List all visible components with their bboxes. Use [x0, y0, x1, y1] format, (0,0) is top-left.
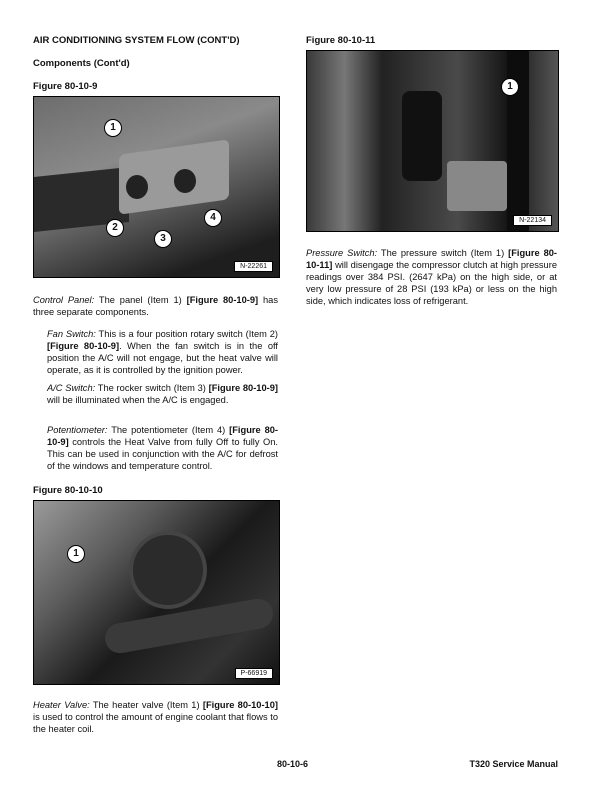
hose [103, 596, 276, 655]
potentiometer-paragraph: Potentiometer: The potentiometer (Item 4) [Figure 80-10-9] controls the Heat Valve from fully Off to fully On. This can be used in conjunction with the A/C for defrost of the windows and temperature control. [47, 425, 279, 471]
figure-80-10-9-photo [33, 96, 280, 278]
figure-80-10-10-photo [33, 500, 280, 685]
figure-label: Figure 80-10-9 [33, 81, 98, 92]
figure-label: Figure 80-10-11 [306, 35, 376, 46]
section-title: AIR CONDITIONING SYSTEM FLOW (CONT'D) [33, 35, 240, 46]
figure-80-10-11-photo [306, 50, 559, 232]
pressure-switch-paragraph: Pressure Switch: The pressure switch (Item 1) [Figure 80-10-11] will disengage the compressor clutch at high pressure readings over 384 PSI. (2647 kPa) on the high side, or at very low pressure of 28 PSI (193 kPa) or less on the high side, which indicates loss of refrigerant. [306, 248, 558, 306]
heater-valve-paragraph: Heater Valve: The heater valve (Item 1) [Figure 80-10-10] is used to control the amount of engine coolant that flows to the heater coil. [33, 700, 278, 734]
fan-switch-paragraph: Fan Switch: This is a four position rotary switch (Item 2) [Figure 80-10-9]. When the fan switch is in the off position the A/C will not engage, but the heat valve will operate, as it is controlled by the ignition power. [47, 329, 278, 375]
subsection-title: Components (Cont'd) [33, 58, 130, 69]
compressor-fitting [447, 161, 507, 211]
figure-code: N-22134 [513, 215, 552, 226]
fan-knob [126, 175, 148, 199]
callout-3: 3 [154, 230, 172, 248]
control-panel-paragraph: Control Panel: The panel (Item 1) [Figure 80-10-9] has three separate components. [33, 295, 278, 317]
receiver-drier [402, 91, 442, 181]
manual-title: T320 Service Manual [469, 759, 558, 769]
callout-1: 1 [501, 78, 519, 96]
potentiometer-knob [174, 169, 196, 193]
figure-code: N-22261 [234, 261, 273, 272]
callout-1: 1 [104, 119, 122, 137]
callout-4: 4 [204, 209, 222, 227]
figure-label: Figure 80-10-10 [33, 485, 103, 496]
figure-code: P-66919 [235, 668, 273, 679]
ac-switch-paragraph: A/C Switch: The rocker switch (Item 3) [Figure 80-10-9] will be illuminated when the A/C is engaged. [47, 383, 279, 405]
page-number: 80-10-6 [277, 759, 309, 769]
callout-1: 1 [67, 545, 85, 563]
callout-2: 2 [106, 219, 124, 237]
heater-valve [129, 531, 207, 609]
